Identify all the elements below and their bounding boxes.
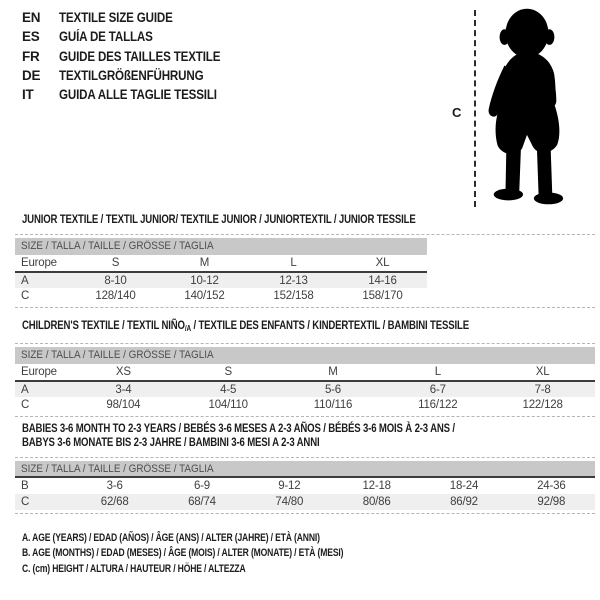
value-cell: 3-4 xyxy=(71,381,176,397)
value-cell: 18-24 xyxy=(449,480,479,492)
value-cell: 116/122 xyxy=(418,399,458,411)
height-measure-dashed-line xyxy=(474,10,476,207)
language-row xyxy=(22,27,247,46)
size-header-bar: SIZE / TALLA / TAILLE / GRÖSSE / TAGLIA xyxy=(15,461,595,478)
value-cell: 80/86 xyxy=(333,494,420,510)
row-label: Europe xyxy=(15,364,71,381)
value-cell: 14-16 xyxy=(338,272,427,288)
babies-size-table xyxy=(15,478,595,510)
language-code: IT xyxy=(22,87,34,103)
value-cell: 10-12 xyxy=(160,272,249,288)
value-cell: 68/74 xyxy=(158,494,245,510)
table-row-age xyxy=(15,381,595,397)
note-age-months: B. AGE (MONTHS) / EDAD (MESES) / ÂGE (MOIS) / ALTER (MONATE) / ETÀ (MESI) xyxy=(22,547,344,560)
row-label: B xyxy=(21,480,29,492)
language-code: ES xyxy=(22,29,40,45)
junior-section-title: JUNIOR TEXTILE / TEXTIL JUNIOR/ TEXTILE JUNIOR / JUNIORTEXTIL / JUNIOR TESSILE xyxy=(22,212,416,226)
dashed-divider xyxy=(15,457,595,458)
legend-notes xyxy=(22,531,434,577)
note-height-cm: C. (cm) HEIGHT / ALTURA / HAUTEUR / HÖHE / ALTEZZA xyxy=(22,562,246,575)
junior-size-table xyxy=(15,255,427,304)
children-section-title: CHILDREN'S TEXTILE / TEXTIL $NIÑO_{/A}$ / TEXTILE DES ENFANTS / KINDERTEXTIL / BAMBINI TESSILE xyxy=(22,318,469,333)
dashed-divider xyxy=(15,307,595,308)
table-row-sizes xyxy=(15,364,595,381)
value-cell: 140/152 xyxy=(184,290,225,302)
table-row-height xyxy=(15,288,427,304)
language-code: DE xyxy=(22,68,41,84)
value-cell: 98/104 xyxy=(106,399,141,411)
size-cell: XS xyxy=(71,364,176,381)
size-cell: XL xyxy=(490,364,595,381)
value-cell: 104/110 xyxy=(208,399,248,411)
table-row-height xyxy=(15,397,595,413)
dashed-divider xyxy=(15,513,595,514)
size-cell: M xyxy=(281,364,386,381)
size-cell: XL xyxy=(338,255,427,272)
size-cell: L xyxy=(249,255,338,272)
language-row xyxy=(22,47,247,66)
note-age-years: A. AGE (YEARS) / EDAD (AÑOS) / ÂGE (ANS) / ALTER (JAHRE) / ETÀ (ANNI) xyxy=(22,532,320,544)
value-cell: 6-9 xyxy=(193,480,210,492)
value-cell: 110/116 xyxy=(313,399,353,411)
dashed-divider xyxy=(15,343,595,344)
language-row xyxy=(22,85,247,104)
children-size-table xyxy=(15,364,595,413)
value-cell: 128/140 xyxy=(95,290,136,302)
value-cell: 4-5 xyxy=(176,381,281,397)
row-label: A xyxy=(15,272,71,288)
table-row-height xyxy=(15,494,595,510)
height-measure-label: C xyxy=(452,105,462,120)
value-cell: 122/128 xyxy=(522,399,563,411)
table-row-age xyxy=(15,272,427,288)
language-title: TEXTILE SIZE GUIDE xyxy=(59,10,173,26)
value-cell: 9-12 xyxy=(278,480,301,492)
value-cell: 24-36 xyxy=(537,480,566,492)
value-cell: 6-7 xyxy=(385,381,490,397)
title-subscript: /A xyxy=(184,324,191,333)
value-cell: 8-10 xyxy=(71,272,160,288)
language-row xyxy=(22,8,247,27)
baby-silhouette-graphic xyxy=(482,6,570,208)
language-title-list xyxy=(22,8,247,104)
language-code: FR xyxy=(22,48,40,64)
value-cell: 5-6 xyxy=(281,381,386,397)
value-cell: 158/170 xyxy=(362,290,403,302)
size-header-bar: SIZE / TALLA / TAILLE / GRÖSSE / TAGLIA xyxy=(15,238,427,255)
junior-table-block xyxy=(15,234,595,308)
size-cell: M xyxy=(160,255,249,272)
children-table-block xyxy=(15,343,595,417)
language-title: GUIDA ALLE TAGLIE TESSILI xyxy=(59,87,217,103)
value-cell: 92/98 xyxy=(508,494,595,510)
language-title: TEXTILGRÖßENFÜHRUNG xyxy=(59,68,204,84)
row-label: Europe xyxy=(15,255,71,272)
size-cell: S xyxy=(176,364,281,381)
value-cell: 12-18 xyxy=(362,480,391,492)
language-row xyxy=(22,66,247,85)
table-row-sizes xyxy=(15,255,427,272)
size-cell: L xyxy=(385,364,490,381)
value-cell: 74/80 xyxy=(246,494,333,510)
value-cell: 62/68 xyxy=(71,494,158,510)
language-code: EN xyxy=(22,10,41,26)
size-header-bar: SIZE / TALLA / TAILLE / GRÖSSE / TAGLIA xyxy=(15,347,595,364)
row-label: C xyxy=(15,494,71,510)
row-label: C xyxy=(21,399,30,411)
value-cell: 7-8 xyxy=(490,381,595,397)
babies-table-block xyxy=(15,457,595,514)
size-cell: S xyxy=(71,255,160,272)
value-cell: 12-13 xyxy=(249,272,338,288)
value-cell: 86/92 xyxy=(420,494,507,510)
row-label: A xyxy=(15,381,71,397)
table-row-age-months xyxy=(15,478,595,494)
dashed-divider xyxy=(15,416,595,417)
dashed-divider xyxy=(15,234,595,235)
row-label: C xyxy=(21,290,30,302)
value-cell: 152/158 xyxy=(273,290,314,302)
language-title: GUÍA DE TALLAS xyxy=(59,29,153,45)
language-title: GUIDE DES TAILLES TEXTILE xyxy=(59,48,221,64)
value-cell: 3-6 xyxy=(106,480,123,492)
babies-section-title: BABIES 3-6 MONTH TO 2-3 YEARS / BEBÉS 3-6 MESES A 2-3 AÑOS / BÉBÉS 3-6 MOIS À 2-3 ANS / BABYS 3-6 MONATE BIS 2-3 JAHRE / BAMBINI 3-6 MESI A 2-3 ANNI xyxy=(22,421,455,449)
